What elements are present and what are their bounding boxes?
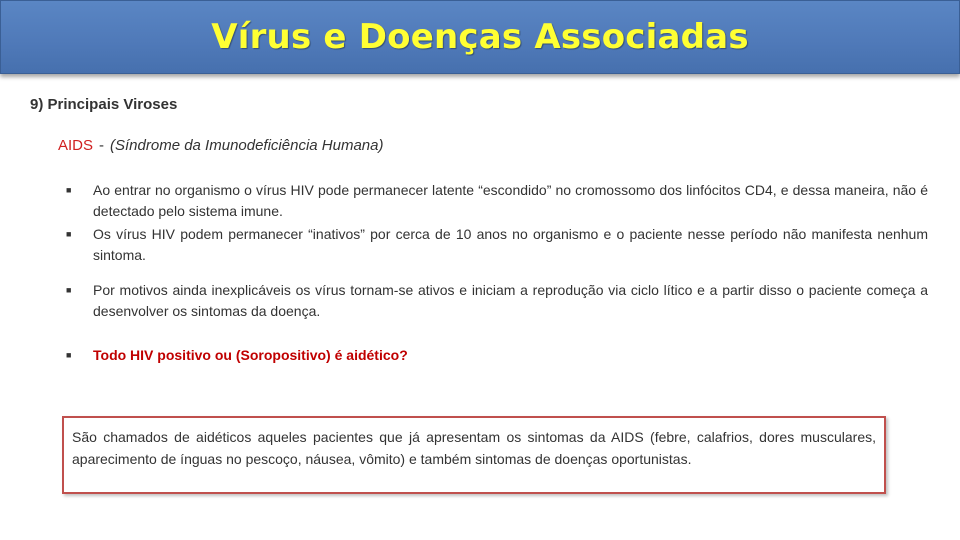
section-heading: 9) Principais Viroses: [30, 96, 178, 113]
bullet-item: [66, 224, 928, 266]
square-bullet-icon: [66, 224, 78, 245]
square-bullet-icon: [66, 280, 78, 301]
callout-text: São chamados de aidéticos aqueles pacientes que já apresentam os sintomas da AIDS (febre, calafrios, dores musculares, aparecimento de ínguas no pescoço, náusea, vômito) e também sintomas de doenças oportunistas.: [72, 429, 876, 467]
bullet-text: Todo HIV positivo ou (Soropositivo) é aidético?: [93, 347, 408, 363]
bullet-item: [66, 180, 928, 222]
bullet-item: [66, 280, 928, 322]
bullet-text: Por motivos ainda inexplicáveis os vírus tornam-se ativos e iniciam a reprodução via ciclo lítico e a partir disso o paciente começa a desenvolver os sintomas da doença.: [93, 282, 928, 319]
slide-title: Vírus e Doenças Associadas: [211, 17, 749, 57]
topic-expansion: (Síndrome da Imunodeficiência Humana): [110, 137, 384, 154]
topic-separator: -: [99, 137, 105, 154]
title-bar: [0, 0, 960, 74]
topic-line: [58, 137, 384, 154]
square-bullet-icon: [66, 180, 78, 201]
callout-box: [62, 416, 886, 494]
bullet-text: Os vírus HIV podem permanecer “inativos” por cerca de 10 anos no organismo e o paciente nesse período não manifesta nenhum sintoma.: [93, 226, 928, 263]
square-bullet-icon: [66, 345, 78, 366]
bullet-text: Ao entrar no organismo o vírus HIV pode permanecer latente “escondido” no cromossomo dos linfócitos CD4, e dessa maneira, não é detectado pelo sistema imune.: [93, 182, 928, 219]
topic-acronym: AIDS: [58, 137, 94, 154]
bullet-item-question: [66, 345, 928, 366]
